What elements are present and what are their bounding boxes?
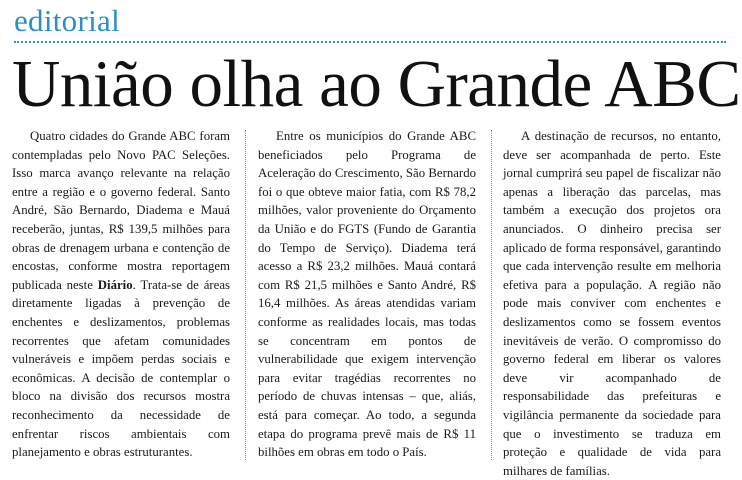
column-1-text-start: Quatro cidades do Grande ABC foram contempladas pelo Novo PAC Seleções. Isso marca avanço relevante na relação entre a região e o governo federal. Santo André, São Bernardo, Diadema e Mauá receberão, juntas, R$ 139,5 milhões para obras de drenagem urbana e contenção de encostas, conforme mostra reportagem publicada neste [12, 129, 230, 292]
column-3-text: A destinação de recursos, no entanto, deve ser acompanhada de perto. Este jornal cumprirá seu papel de fiscalizar não apenas a liberação das parcelas, mas também a execução dos projetos ora anunciados. O dinheiro precisa ser aplicado de forma responsável, garantindo que cada intervenção resulte em melhoria efetiva para a população. A região não pode mais conviver com enchentes e deslizamentos como se fossem eventos inevitáveis de verão. O compromisso do governo federal em liberar os valores deve vir acompanhado de responsabilidade das prefeituras e vigilância permanente da sociedade para que o investimento se traduza em proteção e qualidade de vida para milhares de famílias. [503, 129, 721, 478]
article-column-2 [258, 127, 476, 462]
article-column-3 [503, 127, 721, 478]
article-column-1 [12, 127, 230, 462]
section-divider [14, 41, 726, 43]
column-2-text: Entre os municípios do Grande ABC beneficiados pelo Programa de Aceleração do Crescimento, São Bernardo foi o que obteve maior fatia, com R$ 78,2 milhões, valor proveniente do Orçamento da União e do FGTS (Fundo de Garantia do Tempo de Serviço). Diadema terá acesso a R$ 23,2 milhões. Mauá contará com R$ 21,5 milhões e Santo André, R$ 16,4 milhões. As áreas atendidas variam conforme as realidades locais, mas todas se concentram em pontos de vulnerabilidade que exigem intervenção para evitar tragédias recorrentes no período de chuvas intensas – que, aliás, está para começar. Ao todo, a segunda etapa do programa prevê mais de R$ 11 bilhões em obras em todo o País. [258, 129, 476, 460]
column-1-text-end: . Trata-se de áreas diretamente ligadas à prevenção de enchentes e deslizamentos, problemas recorrentes que afetam comunidades vulneráveis e impõem perdas sociais e econômicas. A decisão de contemplar o bloco na divisão dos recursos mostra reconhecimento da necessidade de enfrentar riscos ambientais com planejamento e obras estruturantes. [12, 277, 231, 460]
section-label: editorial [14, 3, 120, 38]
column-1-text [12, 127, 230, 462]
column-divider-2 [491, 130, 492, 460]
newspaper-name: Diário [97, 277, 133, 292]
column-divider-1 [245, 130, 246, 460]
headline: União olha ao Grande ABC [12, 47, 741, 121]
